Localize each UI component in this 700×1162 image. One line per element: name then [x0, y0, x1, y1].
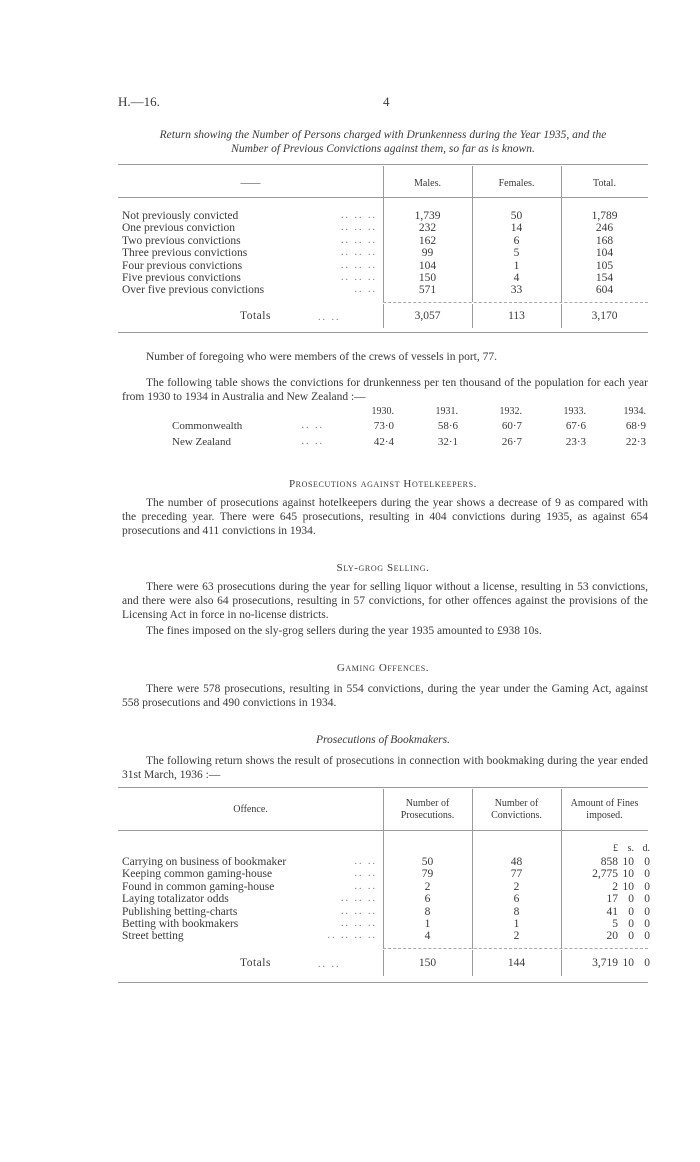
males-cell: 1,739	[414, 210, 441, 222]
total-cell: 604	[595, 284, 614, 297]
prosecutions-cell: 2	[424, 880, 431, 893]
leader-dots: .. ..	[301, 420, 324, 432]
pence-cell: 0	[644, 856, 650, 868]
gaming-paragraph: There were 578 prosecutions, resulting in 554 convictions, during the year under the Gaming Act, against 558 prosecutions and 490 convictions in 1934.	[122, 683, 648, 709]
table-row	[172, 434, 646, 450]
total-cell: 104	[595, 247, 614, 260]
rate-cell: 23·3	[565, 436, 586, 449]
table2-bottom-rule	[118, 982, 648, 983]
pounds-cell: 858	[600, 856, 618, 868]
table2-totals-shillings: 10	[622, 957, 634, 969]
year-header: 1930.	[371, 406, 394, 417]
leader-dots: .. .. ..	[341, 272, 377, 284]
males-cell: 104	[418, 259, 437, 272]
gaming-heading: Gaming Offences.	[336, 662, 430, 674]
rate-cell: 58·6	[437, 420, 458, 433]
col-header-fines	[561, 798, 648, 822]
table-row	[122, 235, 648, 247]
col-header-males: Males.	[414, 178, 441, 189]
table1-totals-males: 3,057	[414, 310, 441, 322]
table-row	[122, 868, 650, 880]
per-ten-thousand-intro: The following table shows the convictions for drunkenness per ten thousand of the population for each year from 1930 to 1934 in Australia and New Zealand :—	[122, 377, 648, 403]
pounds-cell: 41	[606, 905, 618, 918]
leader-dots: .. ..	[354, 880, 377, 892]
males-cell: 571	[418, 284, 437, 297]
rate-cell: 42·4	[373, 436, 394, 449]
year-header: 1931.	[435, 406, 458, 417]
table-row	[172, 418, 646, 434]
col-header-fines-line2: imposed.	[586, 810, 623, 821]
leader-dots: .. .. ..	[341, 893, 377, 905]
prosecutions-cell: 8	[424, 905, 431, 918]
leader-dots: .. .. ..	[341, 905, 377, 917]
shillings-cell: 0	[628, 930, 634, 943]
hotelkeepers-paragraph: The number of prosecutions against hotelkeepers during the year shows a decrease of 9 as compared with the preceding year. There were 645 prosecutions, resulting in 404 convictions during 1935, as against 654 prosecutions and 411 convictions in 1934.	[122, 497, 648, 537]
offence-cell: Publishing betting-charts	[122, 905, 238, 918]
females-cell: 5	[513, 247, 520, 260]
leader-dots: .. .. .. ..	[327, 930, 377, 942]
pounds-header: £	[613, 843, 618, 854]
col-header-females: Females.	[498, 178, 535, 189]
sly-grog-heading: Sly-grog Selling.	[336, 562, 430, 574]
table1-caption	[118, 128, 648, 156]
table2-top-rule	[118, 787, 648, 788]
col-header-total: Total.	[593, 178, 616, 189]
table1-caption-line2: Number of Previous Convictions against them, so far as is known.	[231, 143, 535, 155]
leader-dots: .. ..	[354, 868, 377, 880]
leader-dots: .. ..	[318, 312, 341, 323]
table1-totals-females: 113	[508, 310, 525, 322]
table-row	[122, 906, 650, 918]
convictions-cell: 1	[513, 918, 520, 931]
prosecutions-cell: 4	[424, 930, 431, 943]
col-header-offence: Offence.	[233, 804, 268, 815]
leader-dots: .. .. ..	[341, 259, 377, 271]
rate-cell: 68·9	[625, 420, 646, 433]
convictions-cell: 2	[513, 930, 520, 943]
convictions-cell: 8	[513, 905, 520, 918]
year-header: 1932.	[499, 406, 522, 417]
leader-dots: .. ..	[354, 284, 377, 296]
convictions-cell: 77	[510, 868, 523, 881]
total-cell: 154	[595, 272, 614, 285]
table-row	[122, 918, 650, 930]
col-header-convictions-line2: Convictions.	[491, 810, 542, 821]
females-cell: 33	[510, 284, 523, 297]
row-label: Commonwealth	[172, 420, 243, 433]
year-header: 1933.	[563, 406, 586, 417]
offence-cell: Found in common gaming-house	[122, 880, 275, 893]
table2-subtotal-rule	[383, 948, 648, 949]
col-header-prosecutions-line2: Prosecutions.	[400, 810, 455, 821]
table-row	[122, 272, 648, 284]
shillings-cell: 10	[622, 868, 634, 881]
row-label: Not previously convicted	[122, 210, 239, 222]
leader-dots: .. .. ..	[341, 918, 377, 930]
rate-cell: 67·6	[565, 420, 586, 433]
pounds-cell: 17	[606, 893, 618, 906]
total-cell: 1,789	[591, 210, 618, 222]
row-label: Four previous convictions	[122, 259, 243, 272]
offence-cell: Street betting	[122, 930, 184, 943]
prosecutions-cell: 50	[421, 856, 434, 868]
females-cell: 4	[513, 272, 520, 285]
prosecutions-cell: 6	[424, 893, 431, 906]
shillings-cell: 0	[628, 918, 634, 931]
bookmakers-heading: Prosecutions of Bookmakers.	[315, 734, 451, 746]
rate-cell: 60·7	[501, 420, 522, 433]
pounds-cell: 5	[612, 918, 618, 931]
table-row	[122, 210, 648, 222]
page-number: 4	[383, 94, 390, 109]
rate-cell: 22·3	[625, 436, 646, 449]
pence-cell: 0	[644, 893, 650, 906]
sly-grog-paragraph-1: There were 63 prosecutions during the year for selling liquor without a license, resulting in 53 convictions, and there were also 64 prosecutions, resulting in 57 convictions, for other offences against the provisions of the Licensing Act in force in no-license districts.	[122, 581, 648, 621]
col-header-fines-line1: Amount of Fines	[570, 798, 639, 809]
offence-cell: Keeping common gaming-house	[122, 868, 273, 881]
pence-header: d.	[642, 843, 650, 854]
females-cell: 6	[513, 234, 520, 247]
table-row	[122, 881, 650, 893]
table-row	[122, 247, 648, 259]
table-row	[122, 893, 650, 905]
table1-totals-label: Totals	[240, 310, 271, 322]
leader-dots: .. .. ..	[341, 247, 377, 259]
pence-cell: 0	[644, 880, 650, 893]
females-cell: 50	[510, 210, 523, 222]
row-label: Over five previous convictions	[122, 284, 265, 297]
row-label: Two previous convictions	[122, 234, 241, 247]
table-row	[122, 222, 648, 234]
leader-dots: .. .. ..	[341, 210, 377, 221]
row-label: One previous conviction	[122, 222, 236, 235]
leader-dots: .. ..	[301, 436, 324, 448]
females-cell: 14	[510, 222, 523, 235]
table-row	[122, 930, 650, 942]
convictions-cell: 48	[510, 856, 523, 868]
document-reference: H.—16.	[118, 94, 160, 109]
prosecutions-cell: 79	[421, 868, 434, 881]
per-ten-thousand-table	[172, 406, 646, 450]
shillings-cell: 0	[628, 893, 634, 906]
crews-note: Number of foregoing who were members of the crews of vessels in port, 77.	[146, 351, 497, 363]
males-cell: 232	[418, 222, 437, 235]
table-row	[122, 284, 648, 296]
table-row	[122, 260, 648, 272]
shillings-header: s.	[627, 843, 634, 854]
row-label: New Zealand	[172, 436, 231, 449]
sly-grog-paragraph-2: The fines imposed on the sly-grog sellers during the year 1935 amounted to £938 10s.	[146, 625, 542, 637]
pounds-cell: 20	[606, 930, 618, 943]
convictions-table	[122, 210, 648, 297]
table2-totals-pounds: 3,719	[592, 957, 618, 969]
females-cell: 1	[513, 259, 520, 272]
bookmakers-intro: The following return shows the result of prosecutions in connection with bookmaking during the year ended 31st March, 1936 :—	[122, 755, 648, 781]
col-header-prosecutions-line1: Number of	[405, 798, 450, 809]
rate-cell: 26·7	[501, 436, 522, 449]
table1-caption-line1: Return showing the Number of Persons charged with Drunkenness during the Year 1935, and the	[159, 129, 607, 141]
pence-cell: 0	[644, 930, 650, 943]
offence-cell: Laying totalizator odds	[122, 893, 229, 906]
offence-cell: Betting with bookmakers	[122, 918, 239, 931]
row-label: Five previous convictions	[122, 272, 241, 285]
hotelkeepers-heading: Prosecutions against Hotelkeepers.	[288, 478, 478, 490]
males-cell: 162	[418, 234, 437, 247]
pence-cell: 0	[644, 905, 650, 918]
row-label: Three previous convictions	[122, 247, 248, 260]
table1-subtotal-rule	[383, 302, 648, 303]
offence-cell: Carrying on business of bookmaker	[122, 856, 287, 868]
shillings-cell: 0	[628, 905, 634, 918]
total-cell: 246	[595, 222, 614, 235]
table2-totals-label: Totals	[240, 957, 271, 969]
col-header-prosecutions	[383, 798, 472, 822]
shillings-cell: 10	[622, 880, 634, 893]
convictions-cell: 2	[513, 880, 520, 893]
rate-cell: 32·1	[437, 436, 458, 449]
table2-totals-pence: 0	[644, 957, 650, 969]
rate-cell: 73·0	[373, 420, 394, 433]
table1-totals-total: 3,170	[591, 310, 618, 322]
leader-dots: .. ..	[318, 959, 341, 970]
pence-cell: 0	[644, 918, 650, 931]
col-header-convictions-line1: Number of	[494, 798, 539, 809]
leader-dots: .. .. ..	[341, 234, 377, 246]
prosecutions-cell: 1	[424, 918, 431, 931]
males-cell: 150	[418, 272, 437, 285]
total-cell: 168	[595, 234, 614, 247]
bookmakers-table	[122, 856, 650, 943]
table1-bottom-rule	[118, 332, 648, 333]
col-header-convictions	[472, 798, 561, 822]
leader-dots: .. .. ..	[341, 222, 377, 234]
table-row	[122, 856, 650, 868]
years-header-row	[172, 406, 646, 418]
males-cell: 99	[421, 247, 434, 260]
table2-totals-convictions: 144	[507, 957, 526, 969]
leader-dots: .. ..	[354, 856, 377, 867]
table1-blank-header: ——	[240, 178, 261, 189]
convictions-cell: 6	[513, 893, 520, 906]
shillings-cell: 10	[622, 856, 634, 868]
table1-top-rule	[118, 164, 648, 165]
table2-totals-prosecutions: 150	[418, 957, 437, 969]
year-header: 1934.	[623, 406, 646, 417]
pounds-cell: 2	[612, 880, 618, 893]
pence-cell: 0	[644, 868, 650, 881]
pounds-cell: 2,775	[592, 868, 618, 881]
total-cell: 105	[595, 259, 614, 272]
